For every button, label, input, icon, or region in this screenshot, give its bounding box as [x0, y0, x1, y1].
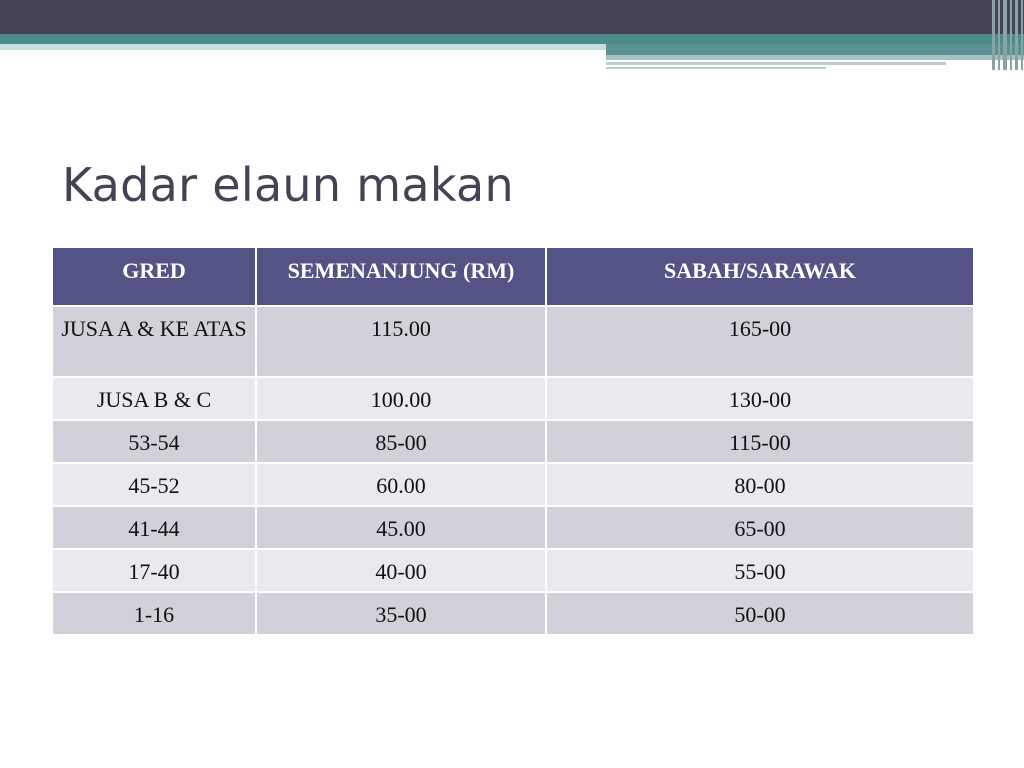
cell-sabah-sarawak: 65-00	[546, 506, 974, 549]
cell-sabah-sarawak: 80-00	[546, 463, 974, 506]
cell-gred: JUSA B & C	[52, 377, 256, 420]
cell-gred: JUSA A & KE ATAS	[52, 306, 256, 377]
cell-semenanjung: 35-00	[256, 592, 546, 635]
cell-gred: 1-16	[52, 592, 256, 635]
table-header-row	[52, 247, 974, 306]
table-row	[52, 549, 974, 592]
cell-gred: 41-44	[52, 506, 256, 549]
cell-semenanjung: 40-00	[256, 549, 546, 592]
header-accent-line	[606, 62, 946, 65]
column-header-gred: GRED	[52, 247, 256, 306]
cell-sabah-sarawak: 130-00	[546, 377, 974, 420]
cell-sabah-sarawak: 115-00	[546, 420, 974, 463]
cell-semenanjung: 60.00	[256, 463, 546, 506]
table-row	[52, 306, 974, 377]
table-row	[52, 377, 974, 420]
column-header-sabah-sarawak: SABAH/SARAWAK	[546, 247, 974, 306]
cell-gred: 17-40	[52, 549, 256, 592]
header-band-teal-right	[606, 44, 1024, 55]
header-band-grey-right	[606, 55, 1024, 60]
header-band-teal	[0, 34, 1024, 44]
header-vertical-stripes	[992, 0, 1024, 70]
column-header-semenanjung: SEMENANJUNG (RM)	[256, 247, 546, 306]
header-band-light	[0, 44, 606, 50]
header-band-dark	[0, 0, 1024, 34]
cell-sabah-sarawak: 165-00	[546, 306, 974, 377]
cell-sabah-sarawak: 50-00	[546, 592, 974, 635]
cell-semenanjung: 45.00	[256, 506, 546, 549]
cell-gred: 53-54	[52, 420, 256, 463]
meal-allowance-table	[51, 246, 975, 636]
cell-semenanjung: 100.00	[256, 377, 546, 420]
cell-semenanjung: 85-00	[256, 420, 546, 463]
header-accent-line	[606, 67, 826, 69]
table-row	[52, 463, 974, 506]
table-row	[52, 506, 974, 549]
table-row	[52, 592, 974, 635]
slide-title: Kadar elaun makan	[62, 158, 514, 212]
table-row	[52, 420, 974, 463]
cell-gred: 45-52	[52, 463, 256, 506]
cell-semenanjung: 115.00	[256, 306, 546, 377]
cell-sabah-sarawak: 55-00	[546, 549, 974, 592]
